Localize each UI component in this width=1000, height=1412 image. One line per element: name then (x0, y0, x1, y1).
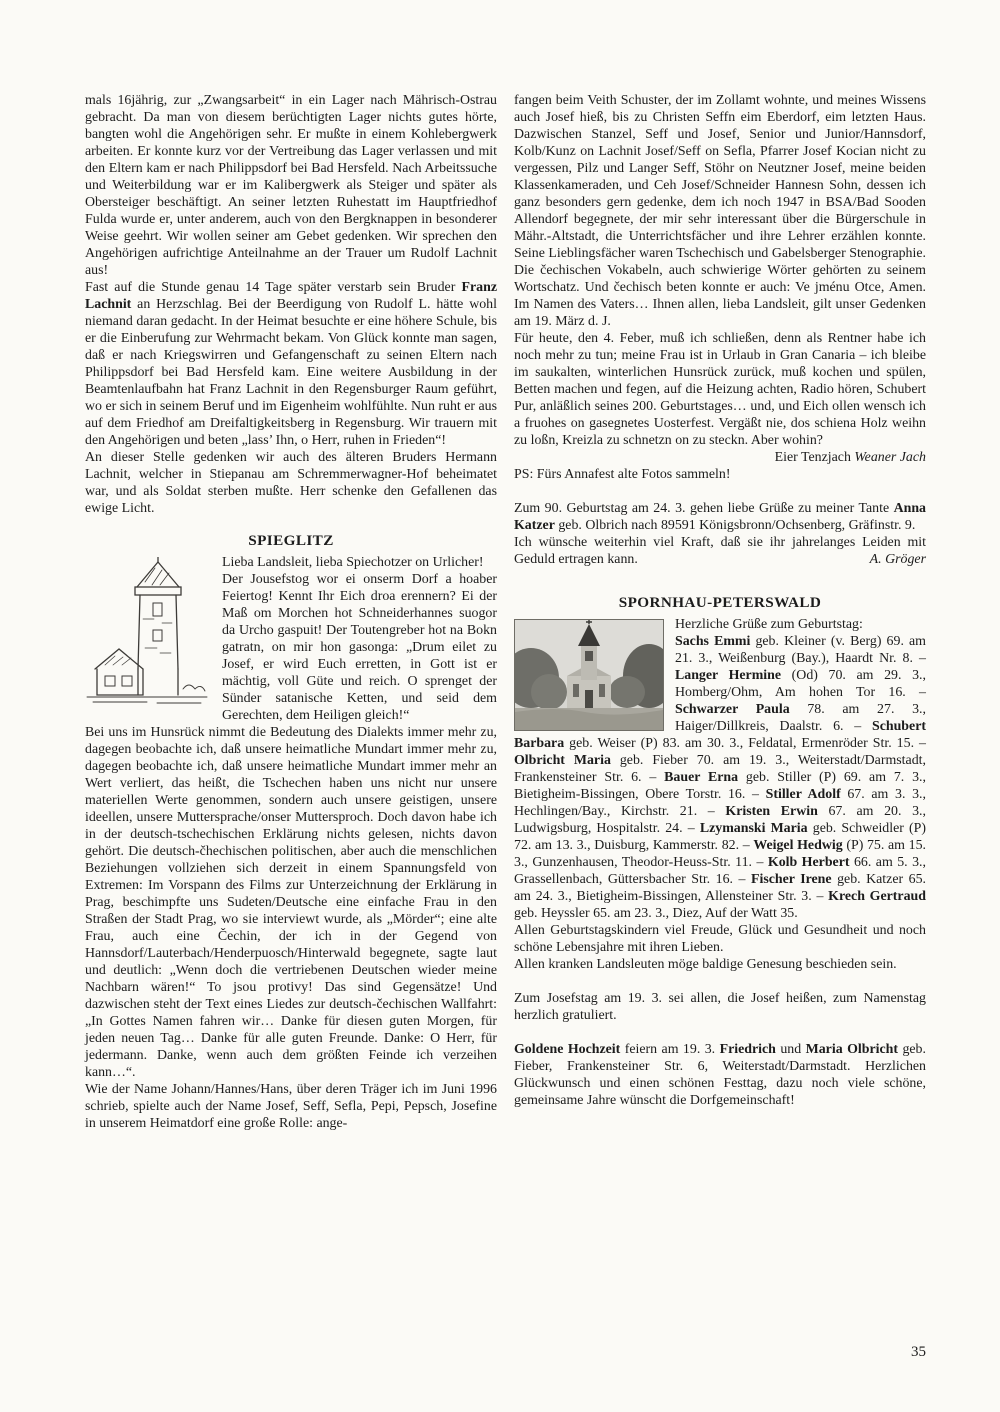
page-number: 35 (911, 1344, 926, 1360)
goldene-hochzeit-paragraph: Goldene Hochzeit feiern am 19. 3. Friedrich und Maria Olbricht geb. Fieber, Frankensteiner Str. 6, Weiterstadt/Darmstadt. Herzlichen Glückwunsch und einen schönen Festtag, dazu noch viele schöne, gemeinsame Jahre wünscht die Dorfgemeinschaft! (514, 1042, 926, 1108)
spieglitz-dialect-paragraph: Der Jousefstog wor ei onserm Dorf a hoaber Feiertog! Kennt Ihr Eich droa erennern? Ei der Maß om Morchen hot Schneiderhannes suogor da Urcho gaspuit! Der Toutengreber hot na Bokn gatratn, on mir hon gasonga: „Drum eilet zu Josef, er wird Euch erretten, in Gott ist er mächtig, voll Güte und reich. O sprenget der Sünder satanische Ketten, und seid dem Gerechten, dem Heiligen gleich!“ (222, 572, 497, 723)
spieglitz-salutation: Lieba Landsleit, lieba Spiechotzer on Urlicher! (222, 555, 484, 570)
ps-line: PS: Fürs Annafest alte Fotos sammeln! (514, 467, 731, 482)
spornhau-body (514, 616, 926, 922)
spornhau-intro: Herzliche Grüße zum Geburtstag: (675, 617, 863, 632)
birthday-list-paragraph: Sachs Emmi geb. Kleiner (v. Berg) 69. am 21. 3., Weißenburg (Bay.), Haardt Nr. 8. – Langer Hermine (Od) 70. am 29. 3., Homberg/Ohm, Am hohen Tor 16. – Schwarzer Paula 78. am 27. 3., Haiger/Dillkreis, Daalstr. 6. – Schubert Barbara geb. Weiser (P) 83. am 30. 3., Feldatal, Ermenröder Str. 15. – Olbricht Maria geb. Fieber 70. am 19. 3., Weiterstadt/Darmstadt, Frankensteiner Str. 6. – Bauer Erna geb. Stiller (P) 69. am 7. 3., Bietigheim-Bissingen, Obere Torstr. 16. – Stiller Adolf 67. am 3. 3., Hechlingen/Bay., Kirchstr. 21. – Kristen Erwin 67. am 20. 3., Ludwigsburg, Hospitalstr. 24. – Lzymanski Maria geb. Schweidler (P) 72. am 13. 3., Duisburg, Kammerstr. 82. – Weigel Hedwig (P) 75. am 15. 3., Gunzenhausen, Theodor-Heuss-Str. 11. – Kolb Herbert 66. am 5. 3., Grassellenbach, Güttersbacher Str. 16. – Fischer Irene geb. Katzer 65. am 24. 3., Bietigheim-Bissingen, Allensteiner Str. 3. – Krech Gertraud geb. Heyssler 65. am 23. 3., Diez, Auf der Watt 35. (514, 634, 927, 921)
tower-illustration (85, 557, 211, 714)
continuation-paragraph: fangen beim Veith Schuster, der im Zollamt wohnte, und meines Wissens auch Josef hieß, bis zu Christen Seffn eim Eberdorf, eim letzten Haus. Dazwischen Stanzel, Seff und Josef, Senior und Junior/Hannsdorf, Kolb/Kunz on Lachnit Josef/Seff on Sefla, Pfarrer Josef Kocian nicht zu vergessen, Pilz und Langer Seff, Stöhr on Neutzner Josef, meine beiden Klassenkameraden, und Ceh Josef/Schneider Hannesn Sohn, dessen ich ganz besonders gern gedenke, dem ich noch 1947 in BSA/Bad Sooden Allendorf begegnete, der mir sehr interessant über die Bürgerschule in Mähr.-Altstadt, die Unterrichtsfächer und ihre Lehrer erzählen konnte. Seine Lieblingsfächer waren Tschechisch und Gabelsberger Stenographie. Die čechischen Vokabeln, auch schwierige Wörter gehörten zu seinem Wortschatz. Und čechisch beten konnte er auch: Ve jménu Otce, Amen. Im Namen des Vaters… Ihnen allen, lieba Landsleit, gilt unser Gedenken am 19. März d. J. (514, 93, 926, 329)
feber-paragraph: Für heute, den 4. Feber, muß ich schließen, denn als Rentner habe ich noch mehr zu tun; meine Frau ist in Urlaub in Gran Canaria – ich bleibe im saukalten, winterlichen Hunsrück zurück, muß kochen und spülen, Betten machen und fegen, auf die Heizung achten, Radio hören, Schubert Pur, anläßlich seines 200. Geburtstages… und, und Eich ollen wensch ich a fruohes on gasegnetes Uosterfest. Vergäßt nie, dos schiena Holz weihn zu loßn, Kreizla zu schnetzn on zu steckn. Aber wohin? (514, 331, 926, 448)
obituary-paragraph-rudolf: mals 16jährig, zur „Zwangsarbeit“ in ein Lager nach Mährisch-Ostrau gebracht. Da man von diesem berüchtigten Lager nichts gutes hörte, bangten wohl die Angehörigen sehr. Er mußte in einem Kohlebergwerk arbeiten. Er konnte kurz vor der Vertreibung das Lager verlassen und mit den Eltern kam er nach Philippsdorf bei Bad Hersfeld. Nach Arbeitssuche und Weiterbildung war er im Kalibergwerk als Steiger und später als Obersteiger beschäftigt. An seiner letzten Ruhestatt im Hauptfriedhof Fulda wurde er, unter anderem, auch von den Bergknappen in besonderer Weise geehrt. Wir wollen seiner am Gebet gedenken. Wir sprechen den Angehörigen aufrichtige Anteilnahme an der Trauer um Rudolf Lachnit aus! (85, 93, 497, 278)
wishes-paragraph-2: Allen kranken Landsleuten möge baldige Genesung beschieden sein. (514, 957, 897, 972)
obituary-paragraph-franz: Fast auf die Stunde genau 14 Tage später verstarb sein Bruder Franz Lachnit an Herzschlag. Bei der Beerdigung von Rudolf L. hätte wohl niemand daran gedacht. In der Heimat besuchte er eine höhere Schule, bis er die Einberufung zur Wehrmacht bekam. Von Glück konnte man sagen, daß er nach Kriegswirren und Gefangenschaft zu seinen Eltern nach Philippsdorf bei Bad Hersfeld kam. Eine weitere Ausbildung in der Beamtenlaufbahn hat Franz Lachnit in den Regensburger Raum geführt, wo er sich in seinem Beruf und im Eigenheim wohlfühlte. Nun ruht er aus auf dem Friedhof am Dreifaltigkeitsberg in Regensburg. Wir trauern mit den Angehörigen und beten „lass’ Ihn, o Herr, ruhen in Frieden“! (85, 280, 497, 448)
two-column-layout (85, 92, 927, 1132)
dialect-signature: Eier Tenzjach Weaner Jach (774, 450, 926, 465)
spieglitz-body (85, 554, 497, 1132)
church-photo (514, 619, 664, 731)
spacer (514, 973, 926, 990)
wishes-paragraph-1: Allen Geburtstagskindern viel Freude, Glück und Gesundheit und noch schöne Lebensjahre mit ihren Lieben. (514, 923, 926, 955)
josefstag-paragraph: Zum Josefstag am 19. 3. sei allen, die Josef heißen, zum Namenstag herzlich gratuliert. (514, 991, 926, 1023)
section-heading-spornhau: SPORNHAU-PETERSWALD (618, 594, 822, 611)
spieglitz-names-paragraph: Wie der Name Johann/Hannes/Hans, über deren Träger ich im Juni 1996 schrieb, spielte auch der Name Josef, Seff, Sefla, Pepi, Pepsch, Josefine in unserem Heimatdorf eine große Rolle: ange- (85, 1082, 497, 1131)
groeger-signature: A. Gröger (869, 552, 926, 567)
obituary-paragraph-hermann: An dieser Stelle gedenken wir auch des älteren Bruders Hermann Lachnit, welcher in Stiepanau am Schremmerwagner-Hof beheimatet war, und als Soldat sterben mußte. Herr schenke den Gefallenen das ewige Licht. (85, 450, 497, 516)
spacer (514, 483, 926, 500)
spacer (514, 1024, 926, 1041)
right-column (514, 92, 926, 1132)
birthday-greeting-paragraph: Zum 90. Geburtstag am 24. 3. gehen liebe Grüße zu meiner Tante Anna Katzer geb. Olbrich nach 89591 Königsbronn/Ochsenberg, Gräfinstr. 9. (514, 501, 926, 533)
birthday-wish-paragraph: Ich wünsche weiterhin viel Kraft, daß sie ihr jahrelanges Leiden mit Geduld ertragen kann. (514, 535, 926, 567)
section-heading-spieglitz: SPIEGLITZ (248, 532, 334, 549)
left-column (85, 92, 497, 1132)
spieglitz-hunsrueck-paragraph: Bei uns im Hunsrück nimmt die Bedeutung des Dialekts immer mehr zu, dagegen beobachte ich, daß unsere heimatliche Mundart immer mehr zu, dagegen beobachte ich, daß unsere heimatliche Mundart immer mehr an Wert verliert, das heißt, die Tschechen haben uns nicht nur unsere materiellen Werte genommen, sondern auch unsere geistigen, unsere ideellen, unsere Muttersprache/onser Muttersproch. Doch davon habe ich in der deutsch-tschechischen Erklärung nichts gelesen, nichts davon gehört. Die deutsch-čhechischen politischen, aber auch die menschlichen Beziehungen vollziehen sich derzeit in einem Spannungsfeld von Extremen: Im Vorspann des Films zur Unterzeichnung der Erklärung in Prag, beschimpfte uns Sudeten/Deutsche eine einfache Frau in den Straßen der Stadt Prag, wo sie interviewt wurde, als „Mörder“; eine alte Frau, auch eine Čechin, der ich in der Gegend von Hannsdorf/Lauterbach/Henderpuosch/Hinterwald begegnete, sagte laut und deutlich: „Wenn doch die vertriebenen Deutschen wieder meine Nachbarn wären!“ To jsou protivy! Das sind Gegensätze! Und dazwischen steht der Text eines Liedes zur deutsch-čechischen Wallfahrt: „In Gottes Namen fahren wir… Danke für diesen guten Morgen, für jeden neuen Tag… Danke für alle guten Freunde. Danke: O Herr, für jedermann. Danke, wenn auch dem größten Feinde ich verzeihen kann…“. (85, 725, 497, 1080)
